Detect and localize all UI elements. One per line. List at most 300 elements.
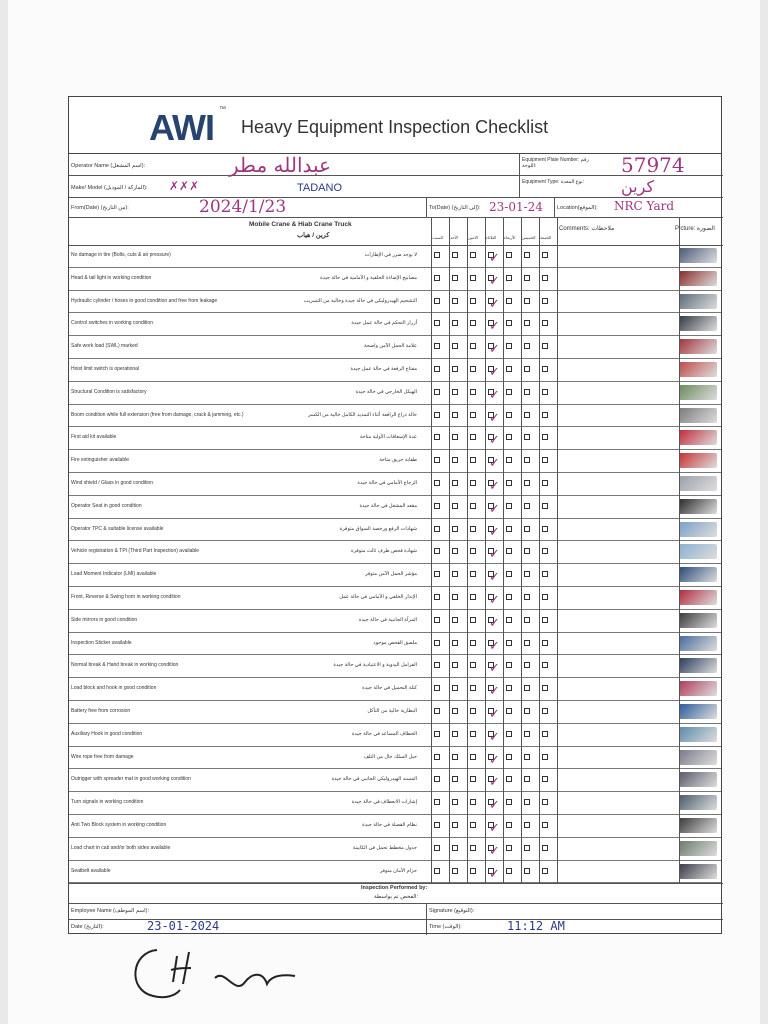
item-label-ar: إشارات الانعطاف في حالة جيدة <box>351 799 417 806</box>
day-checkbox[interactable] <box>470 822 476 828</box>
day-checkbox[interactable] <box>506 754 512 760</box>
item-label-ar: الإنذار الخلفي و الأمامي في حالة عمل <box>339 594 417 600</box>
day-checkbox[interactable] <box>470 252 476 258</box>
day-checkbox[interactable] <box>542 640 548 646</box>
checklist-row <box>69 473 721 496</box>
item-label-en: Load block and hook in good condition <box>71 685 157 692</box>
day-checkbox[interactable] <box>434 754 440 760</box>
day-checkbox[interactable] <box>524 708 530 714</box>
day-checkbox[interactable] <box>542 868 548 874</box>
from-date-value: 2024/1/23 <box>199 197 287 217</box>
checklist-row <box>69 496 721 519</box>
day-checkbox[interactable] <box>506 320 512 326</box>
item-picture <box>679 818 717 833</box>
day-checkbox[interactable] <box>488 501 500 517</box>
plate-number-value: 57974 <box>621 153 685 177</box>
day-checkbox[interactable] <box>452 503 458 509</box>
day-checkbox[interactable] <box>542 389 548 395</box>
day-checkbox[interactable] <box>488 273 500 289</box>
type-label: Equipment Type: نوع المعدة: <box>522 179 585 185</box>
day-column-header: الثلاثاء <box>486 235 497 240</box>
day-checkbox[interactable] <box>488 661 500 677</box>
day-checkbox[interactable] <box>470 754 476 760</box>
checklist-row <box>69 427 721 450</box>
day-checkbox[interactable] <box>524 389 530 395</box>
day-checkbox[interactable] <box>434 845 440 851</box>
day-checkbox[interactable] <box>542 845 548 851</box>
day-checkbox[interactable] <box>542 754 548 760</box>
day-checkbox[interactable] <box>542 594 548 600</box>
item-label-en: Normal break & Hand break in working condition <box>71 662 179 669</box>
handwritten-signature <box>125 938 305 1008</box>
day-checkbox[interactable] <box>452 571 458 577</box>
day-checkbox[interactable] <box>470 799 476 805</box>
day-checkbox[interactable] <box>434 548 440 554</box>
item-label-ar: علامة الحمل الآمن واضحة <box>364 343 417 350</box>
day-checkbox[interactable] <box>524 366 530 372</box>
item-label-en: Operator TPC & suitable license available <box>71 525 164 532</box>
location-value: NRC Yard <box>614 199 675 213</box>
check-mark-icon: ✓ <box>489 729 500 745</box>
day-checkbox[interactable] <box>452 252 458 258</box>
item-label-en: Operator Seat in good condition <box>71 502 142 509</box>
item-label-en: Boom condition while full extension (free from damage, crack & jamming, etc.) <box>71 411 244 418</box>
day-checkbox[interactable] <box>470 275 476 281</box>
item-label-ar: الزجاج الأمامي في حالة جيدة <box>357 480 417 486</box>
day-checkbox[interactable] <box>434 252 440 258</box>
operator-label: Operator Name (اسم المشغل): <box>71 163 146 169</box>
item-label-ar: الخطاف المساعد في حالة جيدة <box>351 730 417 737</box>
item-label-en: Load Moment Indicator (LMI) available <box>71 571 157 578</box>
check-mark-icon: ✓ <box>489 524 500 540</box>
day-checkbox[interactable] <box>434 275 440 281</box>
item-picture <box>679 658 717 673</box>
day-checkbox[interactable] <box>506 548 512 554</box>
day-checkbox[interactable] <box>488 752 500 768</box>
checklist-row <box>69 268 721 291</box>
day-checkbox[interactable] <box>524 434 530 440</box>
day-checkbox[interactable] <box>542 617 548 623</box>
day-checkbox[interactable] <box>470 617 476 623</box>
day-checkbox[interactable] <box>470 776 476 782</box>
day-checkbox[interactable] <box>452 366 458 372</box>
day-checkbox[interactable] <box>434 868 440 874</box>
day-checkbox[interactable] <box>452 320 458 326</box>
day-checkbox[interactable] <box>542 822 548 828</box>
day-checkbox[interactable] <box>434 617 440 623</box>
day-checkbox[interactable] <box>542 548 548 554</box>
day-checkbox[interactable] <box>470 685 476 691</box>
check-mark-icon: ✓ <box>489 479 500 494</box>
day-checkbox[interactable] <box>524 298 530 304</box>
day-checkbox[interactable] <box>470 548 476 554</box>
checklist-row <box>69 769 721 792</box>
item-label-ar: نظام القصلة في حالة جيدة <box>361 822 417 828</box>
day-checkbox[interactable] <box>434 480 440 486</box>
check-mark-icon: ✓ <box>489 752 500 768</box>
day-checkbox[interactable] <box>524 868 530 874</box>
day-checkbox[interactable] <box>506 526 512 532</box>
day-checkbox[interactable] <box>470 389 476 395</box>
day-checkbox[interactable] <box>488 456 500 472</box>
item-label-ar: المرآة الجانبية في حالة جيدة <box>358 616 417 623</box>
day-checkbox[interactable] <box>470 320 476 326</box>
day-checkbox[interactable] <box>470 526 476 532</box>
inspection-form <box>68 96 722 934</box>
item-picture <box>679 248 717 263</box>
day-checkbox[interactable] <box>542 298 548 304</box>
day-checkbox[interactable] <box>542 366 548 372</box>
day-column-header: الأربعاء <box>504 235 516 240</box>
day-checkbox[interactable] <box>470 412 476 418</box>
day-checkbox[interactable] <box>452 412 458 418</box>
checklist-row <box>69 313 721 336</box>
day-checkbox[interactable] <box>524 617 530 623</box>
day-checkbox[interactable] <box>506 412 512 418</box>
day-checkbox[interactable] <box>542 252 548 258</box>
day-checkbox[interactable] <box>506 662 512 668</box>
day-checkbox[interactable] <box>524 526 530 532</box>
day-checkbox[interactable] <box>434 457 440 463</box>
day-checkbox[interactable] <box>506 298 512 304</box>
day-checkbox[interactable] <box>506 640 512 646</box>
day-checkbox[interactable] <box>470 503 476 509</box>
day-checkbox[interactable] <box>452 434 458 440</box>
day-checkbox[interactable] <box>542 526 548 532</box>
day-checkbox[interactable] <box>434 708 440 714</box>
day-checkbox[interactable] <box>488 638 500 654</box>
day-checkbox[interactable] <box>506 389 512 395</box>
form-header <box>69 97 721 154</box>
item-label-en: Outrigger with spreader mat in good working condition <box>71 776 191 783</box>
day-checkbox[interactable] <box>542 685 548 691</box>
day-checkbox[interactable] <box>488 387 500 403</box>
day-checkbox[interactable] <box>506 366 512 372</box>
day-checkbox[interactable] <box>506 845 512 851</box>
check-mark-icon: ✓ <box>489 843 500 859</box>
item-label-ar: المسند الهيدروليكي الجانبي في حالة جيدة <box>331 776 417 783</box>
day-checkbox[interactable] <box>524 799 530 805</box>
operator-name-value: عبدالله مطر <box>229 153 331 177</box>
day-checkbox[interactable] <box>506 822 512 828</box>
day-checkbox[interactable] <box>434 662 440 668</box>
day-checkbox[interactable] <box>452 617 458 623</box>
day-checkbox[interactable] <box>488 684 500 700</box>
day-checkbox[interactable] <box>452 754 458 760</box>
day-checkbox[interactable] <box>506 868 512 874</box>
check-mark-icon: ✓ <box>489 615 500 631</box>
day-checkbox[interactable] <box>506 503 512 509</box>
checklist-row <box>69 291 721 314</box>
day-checkbox[interactable] <box>524 343 530 349</box>
item-label-en: Inspection Sticker available <box>71 639 132 646</box>
day-checkbox[interactable] <box>542 480 548 486</box>
day-checkbox[interactable] <box>524 731 530 737</box>
day-checkbox[interactable] <box>470 845 476 851</box>
day-checkbox[interactable] <box>506 457 512 463</box>
day-checkbox[interactable] <box>542 320 548 326</box>
check-mark-icon: ✓ <box>489 775 500 791</box>
item-label-en: Front, Reverse & Swing horn in working condition <box>71 594 181 600</box>
day-checkbox[interactable] <box>542 457 548 463</box>
item-picture <box>679 864 717 879</box>
item-label-ar: طفاية حريق متاحة <box>379 457 417 464</box>
item-label-ar: لا يوجد ضرر في الإطارات <box>364 252 417 258</box>
day-checkbox[interactable] <box>506 594 512 600</box>
location-label: Location(الموقع): <box>557 205 598 211</box>
day-checkbox[interactable] <box>488 365 500 380</box>
day-checkbox[interactable] <box>488 319 500 335</box>
day-checkbox[interactable] <box>524 845 530 851</box>
item-label-ar: مؤشر الحمل الآمن متوفر <box>365 571 417 578</box>
day-checkbox[interactable] <box>470 480 476 486</box>
day-checkbox[interactable] <box>488 524 500 540</box>
day-checkbox[interactable] <box>524 252 530 258</box>
check-mark-icon: ✓ <box>489 638 500 654</box>
item-label-en: Wire rope free from damage <box>71 753 134 760</box>
day-checkbox[interactable] <box>434 594 440 600</box>
day-checkbox[interactable] <box>452 548 458 554</box>
item-picture <box>679 430 717 445</box>
day-checkbox[interactable] <box>524 754 530 760</box>
day-checkbox[interactable] <box>488 775 500 791</box>
item-label-en: Hoist limit switch is operational <box>71 366 140 372</box>
to-date-label: To(Date) (إلى التاريخ): <box>429 205 481 211</box>
day-checkbox[interactable] <box>470 640 476 646</box>
day-checkbox[interactable] <box>434 799 440 805</box>
day-checkbox[interactable] <box>434 412 440 418</box>
check-mark-icon: ✓ <box>489 570 500 586</box>
day-checkbox[interactable] <box>434 526 440 532</box>
day-checkbox[interactable] <box>524 320 530 326</box>
day-checkbox[interactable] <box>470 731 476 737</box>
item-picture <box>679 795 717 810</box>
day-checkbox[interactable] <box>434 685 440 691</box>
day-checkbox[interactable] <box>434 298 440 304</box>
day-checkbox[interactable] <box>488 296 500 312</box>
day-checkbox[interactable] <box>470 662 476 668</box>
day-checkbox[interactable] <box>488 479 500 494</box>
day-checkbox[interactable] <box>542 776 548 782</box>
day-checkbox[interactable] <box>452 480 458 486</box>
day-checkbox[interactable] <box>452 640 458 646</box>
day-checkbox[interactable] <box>488 570 500 586</box>
check-mark-icon: ✓ <box>489 547 500 563</box>
company-logo: AWI <box>149 107 214 148</box>
day-checkbox[interactable] <box>542 503 548 509</box>
day-checkbox[interactable] <box>524 685 530 691</box>
day-checkbox[interactable] <box>524 457 530 463</box>
day-checkbox[interactable] <box>542 275 548 281</box>
item-label-ar: الهيكل الخارجي في حالة جيدة <box>355 388 417 395</box>
checklist-row <box>69 724 721 747</box>
day-checkbox[interactable] <box>542 571 548 577</box>
picture-heading: Picture: الصورة <box>675 226 715 232</box>
day-checkbox[interactable] <box>524 662 530 668</box>
day-checkbox[interactable] <box>488 251 500 266</box>
equipment-type-heading: Mobile Crane & Hiab Crane Truck <box>249 221 352 228</box>
check-mark-icon: ✓ <box>489 593 500 608</box>
item-picture <box>679 476 717 491</box>
day-checkbox[interactable] <box>434 434 440 440</box>
day-checkbox[interactable] <box>452 343 458 349</box>
check-mark-icon: ✓ <box>489 456 500 472</box>
day-checkbox[interactable] <box>542 434 548 440</box>
day-checkbox[interactable] <box>452 731 458 737</box>
item-picture <box>679 544 717 559</box>
item-label-ar: الفرامل اليدوية و الاعتيادية في حالة جيدة <box>333 662 417 669</box>
check-mark-icon: ✓ <box>489 707 500 722</box>
day-checkbox[interactable] <box>488 547 500 563</box>
day-checkbox[interactable] <box>434 343 440 349</box>
day-checkbox[interactable] <box>506 685 512 691</box>
day-checkbox[interactable] <box>524 412 530 418</box>
item-picture <box>679 704 717 719</box>
day-checkbox[interactable] <box>524 548 530 554</box>
checklist-row <box>69 861 721 884</box>
item-label-en: Vehicle registration & TPI (Third Part Inspection) available <box>71 548 200 555</box>
checklist-row <box>69 450 721 473</box>
day-checkbox[interactable] <box>452 822 458 828</box>
checklist-row <box>69 838 721 861</box>
day-checkbox[interactable] <box>434 640 440 646</box>
day-checkbox[interactable] <box>488 729 500 745</box>
day-checkbox[interactable] <box>470 457 476 463</box>
comments-heading: Comments: ملاحظات <box>559 226 615 232</box>
day-checkbox[interactable] <box>524 480 530 486</box>
item-label-ar: التشحيم الهيدروليكي في حالة جيدة وخالية من التسريب <box>303 297 417 304</box>
day-checkbox[interactable] <box>434 366 440 372</box>
item-label-en: Battery free from corrosion <box>71 708 131 714</box>
item-label-ar: مصابيح الإضاءة الخلفية و الأمامية في حالة جيدة <box>320 274 417 281</box>
day-checkbox[interactable] <box>452 708 458 714</box>
item-label-ar: حالة ذراع الرافعة أثناء التمديد الكامل خالية من الكسر <box>308 411 417 418</box>
day-checkbox[interactable] <box>434 776 440 782</box>
day-checkbox[interactable] <box>452 275 458 281</box>
item-picture <box>679 362 717 377</box>
checklist-row <box>69 678 721 701</box>
day-checkbox[interactable] <box>542 708 548 714</box>
day-checkbox[interactable] <box>470 366 476 372</box>
day-checkbox[interactable] <box>506 776 512 782</box>
day-column-header: السبت <box>432 235 444 240</box>
day-checkbox[interactable] <box>506 275 512 281</box>
checklist-row <box>69 655 721 678</box>
make-value: TADANO <box>297 182 343 194</box>
item-label-en: Safe work load (SWL) marked <box>71 343 138 350</box>
day-checkbox[interactable] <box>542 799 548 805</box>
check-mark-icon: ✓ <box>489 273 500 289</box>
day-checkbox[interactable] <box>488 593 500 608</box>
day-checkbox[interactable] <box>488 707 500 722</box>
logo-trademark: ™ <box>219 106 226 113</box>
day-checkbox[interactable] <box>452 799 458 805</box>
day-checkbox[interactable] <box>542 412 548 418</box>
checklist-row <box>69 587 721 610</box>
day-checkbox[interactable] <box>506 252 512 258</box>
plate-label: Equipment Plate Number: رقم اللوحة: <box>522 157 589 169</box>
day-checkbox[interactable] <box>452 298 458 304</box>
day-checkbox[interactable] <box>524 571 530 577</box>
day-checkbox[interactable] <box>524 275 530 281</box>
item-picture <box>679 636 717 651</box>
day-checkbox[interactable] <box>488 821 500 836</box>
checklist-row <box>69 564 721 587</box>
day-checkbox[interactable] <box>470 571 476 577</box>
day-checkbox[interactable] <box>488 866 500 882</box>
day-checkbox[interactable] <box>488 798 500 814</box>
day-checkbox[interactable] <box>506 480 512 486</box>
day-checkbox[interactable] <box>524 822 530 828</box>
day-checkbox[interactable] <box>524 594 530 600</box>
day-checkbox[interactable] <box>488 433 500 449</box>
day-checkbox[interactable] <box>506 731 512 737</box>
day-checkbox[interactable] <box>488 843 500 859</box>
day-checkbox[interactable] <box>452 776 458 782</box>
day-checkbox[interactable] <box>470 343 476 349</box>
check-mark-icon: ✓ <box>489 661 500 677</box>
day-checkbox[interactable] <box>434 389 440 395</box>
day-checkbox[interactable] <box>524 640 530 646</box>
checklist-row <box>69 815 721 838</box>
item-picture <box>679 499 717 514</box>
item-label-ar: جدول مخطط تحمل في الكابينة <box>352 844 417 851</box>
day-checkbox[interactable] <box>434 320 440 326</box>
day-checkbox[interactable] <box>452 662 458 668</box>
day-checkbox[interactable] <box>542 731 548 737</box>
day-checkbox[interactable] <box>452 868 458 874</box>
item-label-en: Head & tail light in working condition <box>71 274 152 281</box>
day-checkbox[interactable] <box>470 708 476 714</box>
day-checkbox[interactable] <box>434 822 440 828</box>
day-checkbox[interactable] <box>470 298 476 304</box>
day-checkbox[interactable] <box>452 845 458 851</box>
to-date-value: 23-01-24 <box>489 200 543 214</box>
employee-name-label: Employee Name (اسم الموظف): <box>71 908 150 914</box>
check-mark-icon: ✓ <box>489 410 500 426</box>
day-checkbox[interactable] <box>452 389 458 395</box>
day-column-header: الجمعة <box>540 235 552 240</box>
checklist-row <box>69 245 721 268</box>
item-picture <box>679 385 717 400</box>
day-checkbox[interactable] <box>452 457 458 463</box>
day-checkbox[interactable] <box>452 526 458 532</box>
day-checkbox[interactable] <box>470 434 476 440</box>
day-checkbox[interactable] <box>470 868 476 874</box>
day-checkbox[interactable] <box>452 594 458 600</box>
day-checkbox[interactable] <box>434 731 440 737</box>
day-checkbox[interactable] <box>506 617 512 623</box>
check-mark-icon: ✓ <box>489 798 500 814</box>
day-checkbox[interactable] <box>470 594 476 600</box>
day-checkbox[interactable] <box>434 503 440 509</box>
day-checkbox[interactable] <box>488 342 500 358</box>
day-checkbox[interactable] <box>506 799 512 805</box>
day-checkbox[interactable] <box>524 776 530 782</box>
day-checkbox[interactable] <box>506 434 512 440</box>
day-checkbox[interactable] <box>488 615 500 631</box>
day-checkbox[interactable] <box>506 708 512 714</box>
day-checkbox[interactable] <box>524 503 530 509</box>
day-checkbox[interactable] <box>452 685 458 691</box>
checklist-row <box>69 792 721 815</box>
day-checkbox[interactable] <box>542 343 548 349</box>
day-checkbox[interactable] <box>434 571 440 577</box>
day-checkbox[interactable] <box>542 662 548 668</box>
day-checkbox[interactable] <box>506 571 512 577</box>
day-checkbox[interactable] <box>488 410 500 426</box>
day-checkbox[interactable] <box>506 343 512 349</box>
